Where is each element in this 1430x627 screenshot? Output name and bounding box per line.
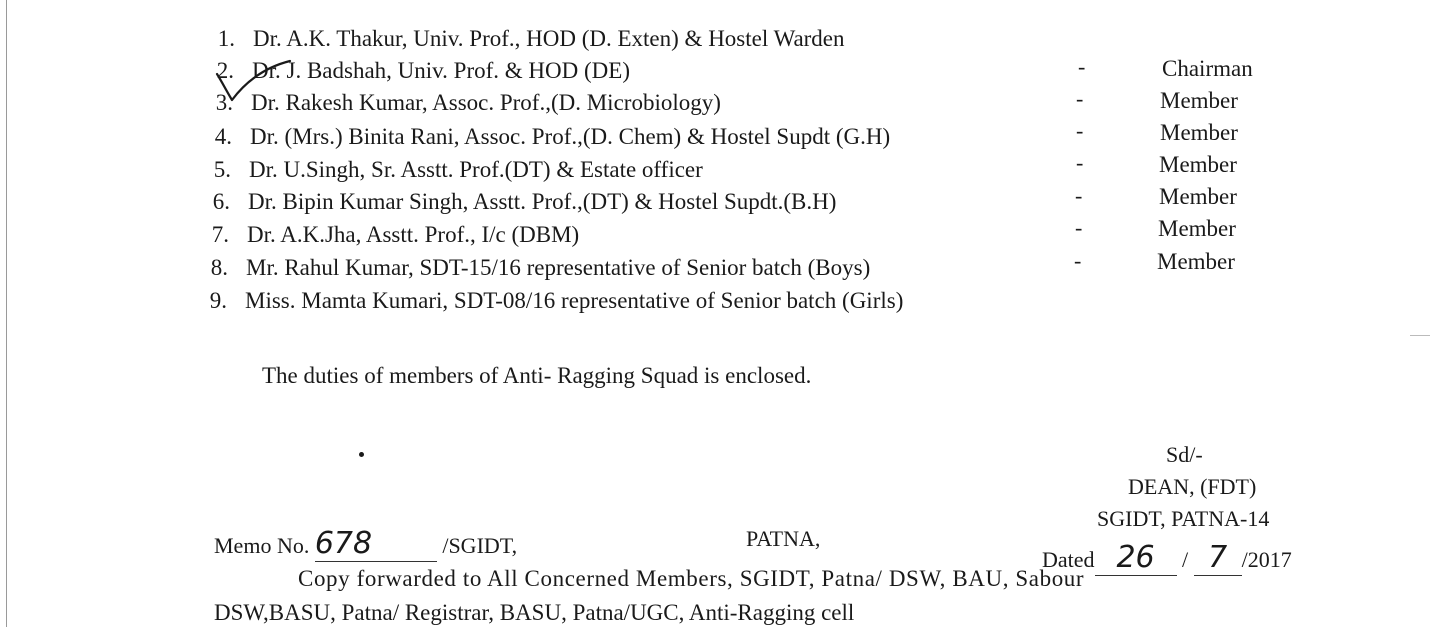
role-label: Chairman <box>1162 56 1253 81</box>
member-description: Dr. A.K.Jha, Asstt. Prof., I/c (DBM) <box>247 222 580 247</box>
item-number: 3. <box>215 90 233 115</box>
role-label: Member <box>1159 152 1237 177</box>
role-dash: - <box>1076 150 1084 175</box>
role-dash: - <box>1078 54 1086 79</box>
member-description: Dr. J. Badshah, Univ. Prof. & HOD (DE) <box>252 58 630 83</box>
item-number: 6. <box>212 189 230 214</box>
item-number: 7. <box>211 222 229 247</box>
date-month: 7 <box>1208 540 1228 575</box>
member-description: Dr. Bipin Kumar Singh, Asstt. Prof.,(DT) & Hostel Supdt.(B.H) <box>248 189 837 214</box>
item-number: 9. <box>209 288 227 313</box>
item-number: 1. <box>217 26 235 51</box>
duties-note: The duties of members of Anti- Ragging Squad is enclosed. <box>262 363 812 388</box>
member-description: Mr. Rahul Kumar, SDT-15/16 representative of Senior batch (Boys) <box>246 255 871 280</box>
role-label: Member <box>1159 184 1237 209</box>
dated-label: Dated <box>1042 547 1095 572</box>
signature-institution: SGIDT, PATNA-14 <box>1097 506 1270 531</box>
memo-number: 678 <box>314 526 373 561</box>
role-dash: - <box>1075 215 1083 240</box>
memo-label: Memo No. <box>214 533 310 558</box>
role-label: Member <box>1158 216 1236 241</box>
item-number: 2. <box>216 58 234 83</box>
role-dash: - <box>1076 86 1084 111</box>
member-description: Dr. (Mrs.) Binita Rani, Assoc. Prof.,(D. Chem) & Hostel Supdt (G.H) <box>250 124 891 149</box>
member-description: Miss. Mamta Kumari, SDT-08/16 representative of Senior batch (Girls) <box>245 288 904 313</box>
date-day: 26 <box>1116 540 1155 575</box>
date-day-field <box>1095 540 1177 576</box>
signature-designation: DEAN, (FDT) <box>1128 474 1257 499</box>
item-number: 8. <box>210 255 228 280</box>
memo-number-field <box>315 526 437 562</box>
role-dash: - <box>1075 183 1083 208</box>
role-label: Member <box>1160 120 1238 145</box>
date-month-field <box>1194 540 1242 576</box>
copy-forwarded-line: Copy forwarded to All Concerned Members, SGIDT, Patna/ DSW, BAU, Sabour <box>298 566 1085 591</box>
copy-forwarded-line-2: DSW,BASU, Patna/ Registrar, BASU, Patna/UGC, Anti-Ragging cell <box>214 600 855 625</box>
item-number: 4. <box>214 124 232 149</box>
role-label: Member <box>1157 249 1235 274</box>
scan-mark <box>1410 335 1430 336</box>
handwritten-tick-mark <box>214 58 294 104</box>
date-year: /2017 <box>1241 547 1292 572</box>
item-number: 5. <box>213 157 231 182</box>
member-description: Dr. Rakesh Kumar, Assoc. Prof.,(D. Microbiology) <box>251 90 721 115</box>
dated-line: Dated 26 / 7 /2017 <box>1042 540 1292 575</box>
memo-suffix: /SGIDT, <box>442 533 518 558</box>
ink-dot <box>359 452 364 457</box>
role-dash: - <box>1074 248 1082 273</box>
member-description: Dr. U.Singh, Sr. Asstt. Prof.(DT) & Estate officer <box>249 157 703 182</box>
memo-city: PATNA, <box>746 526 821 551</box>
signature-sd: Sd/- <box>1166 442 1203 467</box>
role-dash: - <box>1076 118 1084 143</box>
member-description: Dr. A.K. Thakur, Univ. Prof., HOD (D. Exten) & Hostel Warden <box>253 26 845 51</box>
memo-line <box>214 526 517 562</box>
role-label: Member <box>1160 88 1238 113</box>
